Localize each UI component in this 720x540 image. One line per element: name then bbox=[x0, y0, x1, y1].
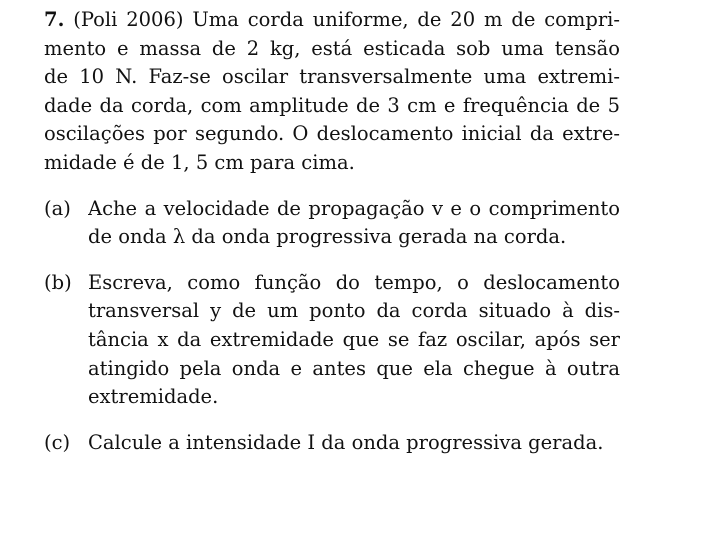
problem-text-line: mento e massa de 2 kg, está esticada sob uma tensão bbox=[44, 36, 620, 60]
item-label: (b) bbox=[44, 270, 72, 294]
item-text-line: transversal y de um ponto da corda situado à dis- bbox=[88, 299, 620, 323]
item-text-line: Calcule a intensidade I da onda progressiva gerada. bbox=[88, 430, 604, 454]
problem-line-1 bbox=[44, 6, 620, 35]
item-text-line: Ache a velocidade de propagação v e o comprimento bbox=[88, 196, 620, 220]
item-text-line: Escreva, como função do tempo, o deslocamento bbox=[88, 270, 620, 294]
problem-text-line: (Poli 2006) Uma corda uniforme, de 20 m de compri- bbox=[73, 8, 620, 31]
item-text-line: de onda λ da onda progressiva gerada na corda. bbox=[88, 225, 567, 249]
problem-text-line: oscilações por segundo. O deslocamento inicial da extre- bbox=[44, 122, 620, 146]
sub-question-c bbox=[44, 429, 620, 458]
item-text-line: atingido pela onda e antes que ela chegue à outra bbox=[88, 356, 620, 380]
item-body bbox=[88, 195, 620, 252]
problem-text-line: midade é de 1, 5 cm para cima. bbox=[44, 150, 355, 174]
item-label: (c) bbox=[44, 430, 71, 454]
problem-text-line: dade da corda, com amplitude de 3 cm e frequência de 5 bbox=[44, 93, 620, 117]
item-text-line: extremidade. bbox=[88, 385, 219, 409]
problem-number: 7. bbox=[44, 8, 65, 31]
problem-text-line: de 10 N. Faz-se oscilar transversalmente uma extremi- bbox=[44, 65, 620, 89]
item-text-line: tância x da extremidade que se faz oscilar, após ser bbox=[88, 327, 620, 351]
item-label: (a) bbox=[44, 196, 71, 220]
sub-question-b bbox=[44, 269, 620, 412]
problem-statement bbox=[44, 6, 620, 178]
item-body bbox=[88, 429, 620, 458]
item-body bbox=[88, 269, 620, 412]
sub-question-a bbox=[44, 195, 620, 252]
